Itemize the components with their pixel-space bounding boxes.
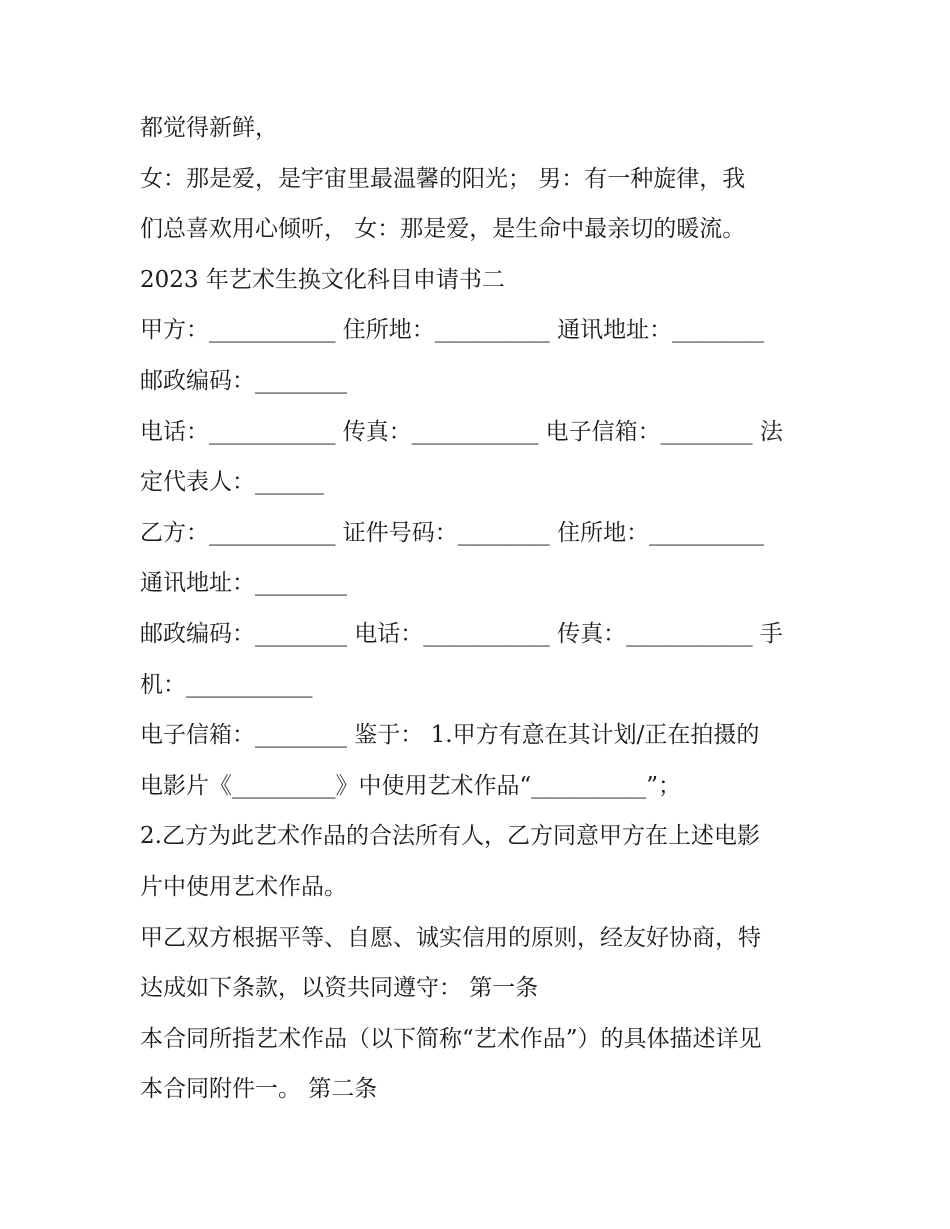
text-line: 都觉得新鲜，	[140, 115, 278, 141]
text-line: 电影片《_________》中使用艺术作品“__________”；	[140, 772, 682, 799]
text-line: 本合同附件一。 第二条	[140, 1076, 378, 1103]
text-line: 本合同所指艺术作品（以下简称“艺术作品”）的具体描述详见	[140, 1025, 762, 1052]
party-a-line: 定代表人：______	[140, 469, 324, 496]
party-a-line: 甲方：___________ 住所地：__________ 通讯地址：________	[140, 317, 765, 344]
party-b-line: 机：___________	[140, 671, 313, 698]
text-line: 2.乙方为此艺术作品的合法所有人，乙方同意甲方在上述电影	[140, 823, 760, 850]
party-a-line: 邮政编码：________	[140, 367, 347, 394]
text-line: 达成如下条款，以资共同遵守： 第一条	[140, 975, 539, 1002]
party-b-line: 邮政编码：________ 电话：___________ 传真：___________ 手	[140, 620, 783, 647]
text-line: 电子信箱：________ 鉴于： 1.甲方有意在其计划/正在拍摄的	[140, 722, 760, 749]
section-heading: 2023 年艺术生换文化科目申请书二	[140, 266, 505, 293]
text-line: 们总喜欢用心倾听， 女：那是爱，是生命中最亲切的暖流。	[140, 216, 746, 243]
text-line: 片中使用艺术作品。	[140, 873, 347, 900]
document-body	[140, 103, 820, 1115]
text-line: 女：那是爱，是宇宙里最温馨的阳光； 男：有一种旋律，我	[140, 165, 746, 192]
text-line: 甲乙双方根据平等、自愿、诚实信用的原则，经友好协商，特	[140, 924, 761, 951]
party-a-line: 电话：___________ 传真：___________ 电子信箱：________ 法	[140, 418, 783, 445]
party-b-line: 通讯地址：________	[140, 570, 347, 597]
party-b-line: 乙方：___________ 证件号码：________ 住所地：__________	[140, 519, 765, 546]
